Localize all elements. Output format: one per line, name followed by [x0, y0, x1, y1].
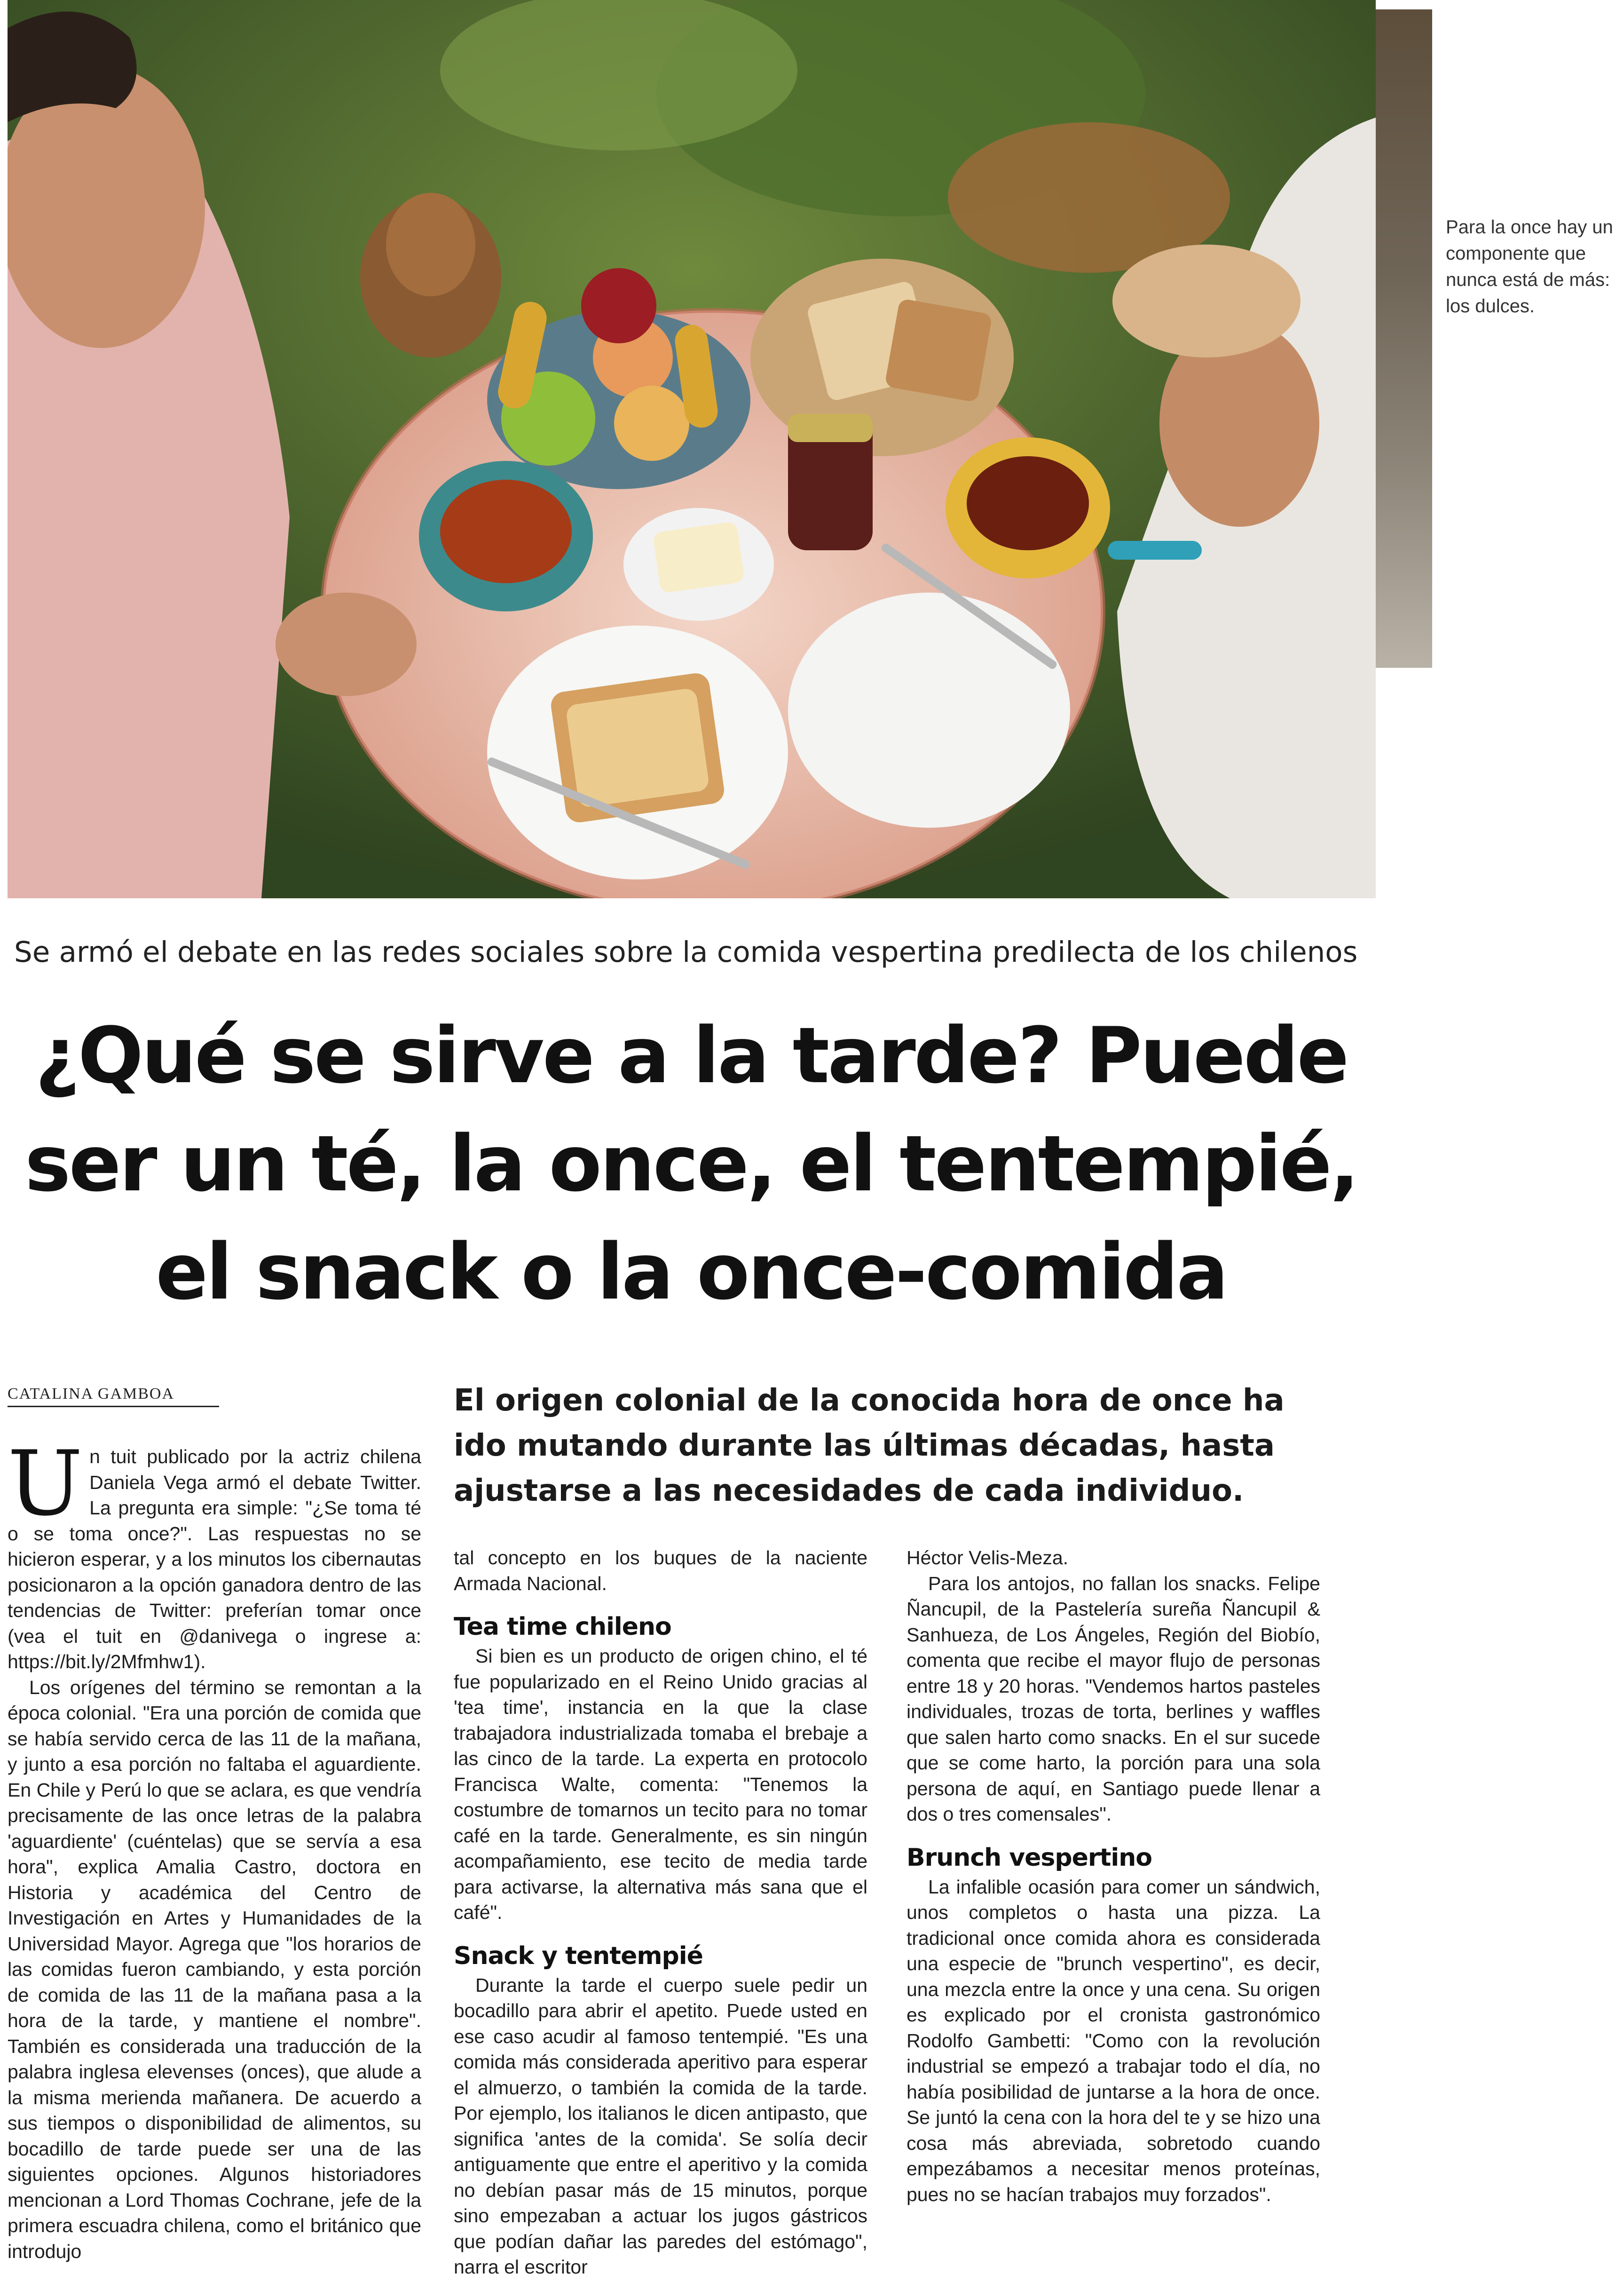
drop-cap: U [8, 1432, 83, 1536]
paragraph: Durante la tarde el cuerpo suele pedir un bocadillo para abrir el apetito. Puede usted en ese caso acudir al famoso tentempié. "Es una comida más considerada aperitivo para esperar el almuerzo, o también la comida de la tarde. Por ejemplo, los italianos le dicen antipasto, que significa 'antes de la comida'. Se solía decir antiguamente que entre el aperitivo y la comida no debían pasar más de 15 minutos, porque sino empezaban a actuar los jugos gástricos que podían dañar las paredes del estómago", narra el escritor [454, 1974, 867, 2278]
paragraph: Los orígenes del término se remontan a la época colonial. "Era una porción de comida que se había servido cerca de las 11 de la mañana, y junto a esa porción no faltaba el aguardiente. En Chile y Perú lo que se aclara, es que vendría precisamente de las once letras de la palabra 'aguardiente' (cuéntelas) que se servía a esa hora", explica Amalia Castro, doctora en Historia y académica del Centro de Investigación en Artes y Humanidades de la Universidad Mayor. Agrega que "los horarios de las comidas fueron cambiando, y esta porción de comida de las 11 de la mañana pasa a la hora de la tarde, y mantiene el nombre". También es considerada una traducción de la palabra inglesa elevenses (onces), que alude a la misma merienda mañanera. De acuerdo a sus tiempos o disponibilidad de alimentos, su bocadillo de tarde puede ser una de las siguientes opciones. Algunos historiadores mencionan a Lord Thomas Cochrane, jefe de la primera escuadra chilena, como el británico que introdujo [8, 1676, 421, 2262]
paragraph: tal concepto en los buques de la naciente Armada Nacional. [454, 1547, 867, 1594]
byline: CATALINA GAMBOA [8, 1385, 219, 1407]
paragraph: Héctor Velis-Meza. [907, 1547, 1069, 1568]
section-heading-snack: Snack y tentempié [454, 1941, 703, 1970]
paragraph: La infalible ocasión para comer un sándwich, unos completos o hasta una pizza. La tradicional once comida ahora es considerada una especie de "brunch vespertino", es decir, una mezcla entre la once y una cena. Su origen es explicado por el cronista gastronómico Rodolfo Gambetti: "Como con la revolución industrial se empezó a trabajar todo el día, no había posibilidad de juntarse a la hora de once. Se juntó la cena con la hora del te y se hizo una cosa más abreviada, sobretodo cuando empezábamos a necesitar menos proteínas, pues no se hacían trabajos muy forzados". [907, 1876, 1320, 2205]
paragraph [8, 1432, 421, 1675]
headline [0, 1002, 1382, 1326]
photo-illustration [8, 0, 1376, 898]
headline-line-2: ser un té, la once, el tentempié, [24, 1119, 1358, 1209]
headline-line-1: ¿Qué se sirve a la tarde? Puede [35, 1011, 1348, 1101]
body-column-1 [8, 1432, 421, 2264]
section-heading-tea-time: Tea time chileno [454, 1613, 671, 1641]
paragraph: Para los antojos, no fallan los snacks. Felipe Ñancupil, de la Pastelería sureña Ñancupil & Sanhueza, de Los Ángeles, Región del Biobío, comenta que recibe el mayor flujo de personas entre 18 y 20 horas. "Vendemos hartos pasteles individuales, trozas de torta, berlines y waffles que salen harto como snacks. En el sur sucede que se come harto, la porción para una sola persona de aquí, en Santiago puede llenar a dos o tres comensales". [907, 1572, 1320, 1825]
body-column-2 [454, 1545, 867, 2280]
kicker: Se armó el debate en las redes sociales sobre la comida vespertina predilecta de los chilenos [14, 935, 1358, 969]
article-photo [8, 0, 1376, 898]
lead-paragraph: El origen colonial de la conocida hora de once ha ido mutando durante las últimas décadas, hasta ajustarse a las necesidades de cada individuo. [454, 1383, 1285, 1508]
photo-caption: Para la once hay un componente que nunca está de más: los dulces. [1446, 217, 1613, 317]
paragraph-text: n tuit publicado por la actriz chilena Daniela Vega armó el debate Twitter. La pregunta era simple: "¿Se toma té o se toma once?". Las respuestas no se hicieron esperar, y a los minutos los cibernautas posicionaron a la opción ganadora dentro de las tendencias de Twitter: preferían tomar once (vea el tuit en @danivega o ingrese a: https://bit.ly/2Mfmhw1). [8, 1446, 421, 1672]
headline-line-3: el snack o la once-comida [156, 1227, 1227, 1317]
section-heading-brunch: Brunch vespertino [907, 1843, 1152, 1872]
photo-edge-strip [1376, 9, 1432, 668]
paragraph: Si bien es un producto de origen chino, el té fue popularizado en el Reino Unido gracias al 'tea time', instancia en la que la clase trabajadora industrializada tomaba el brebaje a las cinco de la tarde. La experta en protocolo Francisca Walte, comenta: "Tenemos la costumbre de tomarnos un tecito para no tomar café en la tarde. Generalmente, es sin ningún acompañamiento, ese tecito de media tarde para activarse, la alternativa más sana que el café". [454, 1645, 867, 1923]
body-column-3 [907, 1545, 1320, 2207]
